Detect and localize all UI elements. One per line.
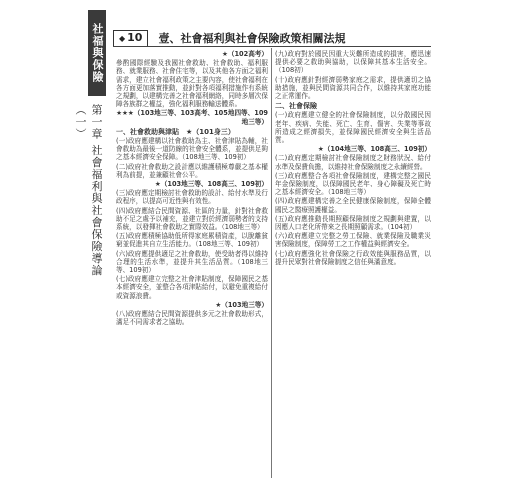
paragraph: (三)政府應整合各項社會保險制度，建構完整之國民年金保險制度，以保障國民老年、身心障礙及死亡時之基本經濟安全。（108地三等） (275, 171, 431, 197)
paragraph: (三)政府應定期檢討社會救助的設計、給付水準及行政程序，以提高可近性與有效性。 (116, 189, 268, 206)
paragraph: (五)政府應推動長期照顧保險制度之規劃與建置，以因應人口老化所帶來之長期照顧需求。（104初） (275, 214, 431, 232)
paragraph: (五)政府應積極協助低所得家庭累積資產，以脫離貧窮並促進其自立生活能力。（108地三等、109初） (116, 232, 268, 249)
exam-reference: ★（102高考） (221, 50, 268, 58)
section-heading: 一、社會救助與津貼 ★（101身三） (116, 127, 235, 136)
exam-reference: ★（104地三等、108高三、109初） (317, 145, 431, 154)
paragraph: (四)政府應建構完善之全民健康保險制度，保障全體國民之醫療照護權益。 (275, 197, 431, 214)
paragraph: (十)政府應針對經濟弱勢家庭之需求，提供適切之協助措施，並與民間資源共同合作，以維持其家庭功能之正常運作。 (275, 75, 431, 101)
paragraph: (六)政府應建立完整之勞工保險、就業保險及職業災害保險制度，保障勞工之工作權益與經濟安全。 (275, 232, 431, 249)
paragraph: (二)政府社會救助之設計應以維護積極尊嚴之基本權利為前提，並兼顧社會公平。 (116, 162, 268, 179)
chapter-title: 壹、社會福利與社會保險政策相關法規 (158, 32, 346, 45)
exam-reference: ★★★（103地三等、103高考、105地四等、109地三等） (116, 109, 268, 126)
side-tab: 社福與保險 (88, 10, 106, 96)
paragraph: (九)政府對於國民因重大災難所造成的損害，應迅速提供必要之救助與協助，以保障其基本生活安全。（108初） (275, 50, 431, 75)
page-number: ◆ 10 (113, 30, 148, 47)
side-title: 第一章 社會福利與社會保險導論（一） (74, 104, 103, 277)
paragraph: (四)政府應結合民間資源、社區的力量，針對社會救助不足之處予以補充，並建立對於經濟弱勢者的支持系統，以發揮社會救助之實際效益。（108地三等） (116, 206, 268, 232)
paragraph: (一)政府應建立健全的社會保險制度，以分散國民因老年、疾病、失能、死亡、生育、傷害、失業等事故所造成之經濟損失，並保障國民經濟安全與生活品質。 (275, 111, 431, 145)
paragraph: (二)政府應定期檢討社會保險制度之財務狀況、給付水準及保費負擔，以維持社會保險制度之永續經營。 (275, 154, 431, 171)
paragraph: (八)政府應結合民間資源提供多元之社會救助形式，滿足不同需求者之協助。 (116, 310, 268, 327)
column-divider (271, 48, 272, 478)
page-header (113, 29, 431, 47)
right-column (275, 50, 431, 267)
paragraph: (六)政府應提供適足之社會救助，使受助者得以維持合理的生活水準，並提升其生活品質。（108地三等、109初） (116, 249, 268, 275)
header-rule (113, 46, 431, 47)
paragraph: (七)政府應強化社會保險之行政效能與服務品質，以提升民眾對社會保險制度之信任與滿意度。 (275, 249, 431, 266)
left-column (116, 50, 268, 328)
exam-reference: ★（103地三等） (215, 300, 268, 309)
exam-reference: ★（103地三等、108高三、109初） (154, 180, 268, 189)
paragraph: (一)政府應建構以社會救助為主、社會津貼為輔，社會救助為最後一道防線的社會安全體系，並提供足夠之基本經濟安全保障。（108地三等、109初） (116, 137, 268, 162)
paragraph: (七)政府應建立完整之社會津貼制度，保障國民之基本經濟安全，並整合各項津貼給付，以避免重複給付或資源浪費。 (116, 275, 268, 300)
paragraph: 參酌國際經驗及我國社會救助、社會救助、福利服務、就業服務、社會住宅等，以及其他各方面之福利需求，建立社會福利政策之主要內容，使社會福利在各方面更加落實推動，並針對各項福利措施作有系統之規劃，以建構完善之社會福利網絡，同時多層次保障各族群之權益，強化福利服務輸送體系。 (116, 59, 268, 109)
section-heading: 二、社會保險 (275, 102, 317, 111)
